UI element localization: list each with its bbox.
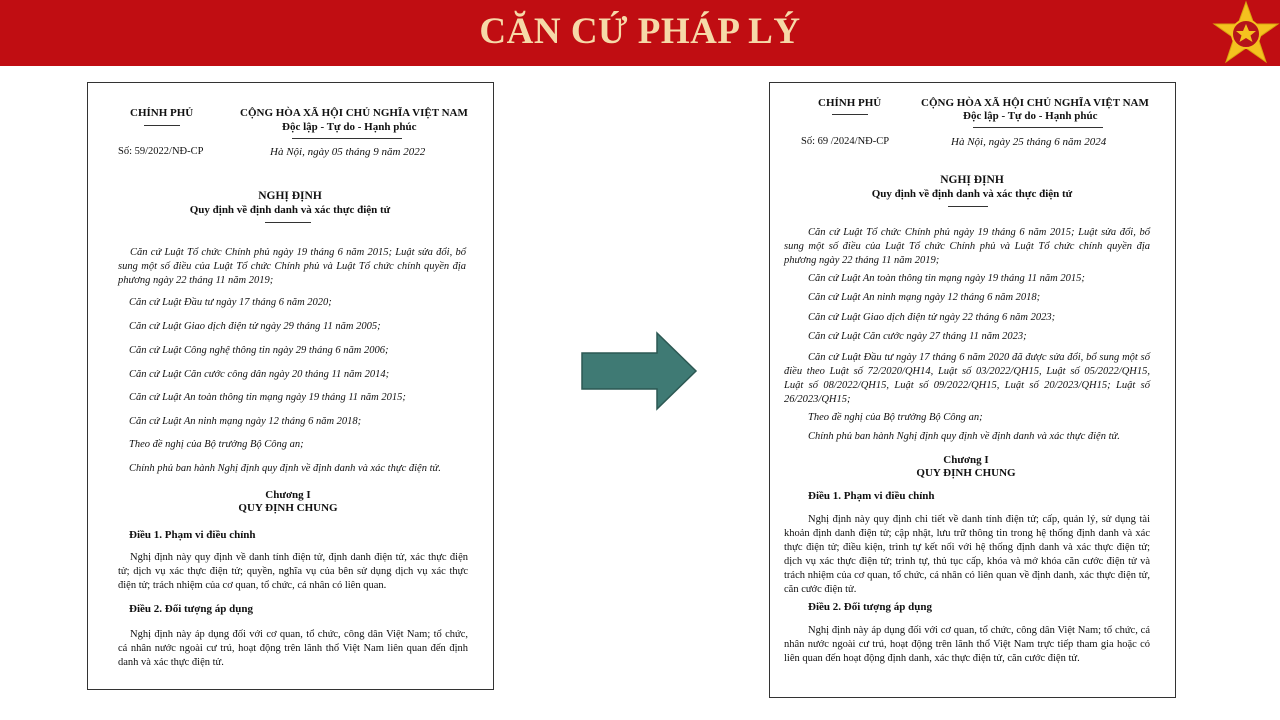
legal-basis-item: Căn cứ Luật An toàn thông tin mạng ngày 19 tháng 11 năm 2015; xyxy=(808,273,1085,284)
divider xyxy=(144,125,180,126)
article-2-title: Điều 2. Đối tượng áp dụng xyxy=(129,603,253,615)
motto: Độc lập - Tự do - Hạnh phúc xyxy=(963,110,1098,122)
legal-basis-item: Căn cứ Luật Tổ chức Chính phủ ngày 19 tháng 6 năm 2015; Luật sửa đổi, bổ sung một số điều của Luật Tổ chức Chính phủ và Luật Tổ chức chính quyền địa phương ngày 22 tháng 11 năm 2019; xyxy=(784,227,1150,266)
place-date: Hà Nội, ngày 05 tháng 9 năm 2022 xyxy=(270,146,426,158)
doc-type: NGHỊ ĐỊNH xyxy=(258,190,322,202)
legal-basis-item: Căn cứ Luật Căn cước công dân ngày 20 tháng 11 năm 2014; xyxy=(129,369,390,380)
legal-basis-item: Căn cứ Luật Giao dịch điện tử ngày 29 tháng 11 năm 2005; xyxy=(129,321,381,332)
legal-basis-item: Căn cứ Luật Giao dịch điện tử ngày 22 tháng 6 năm 2023; xyxy=(808,312,1056,323)
article-1-title: Điều 1. Phạm vi điều chỉnh xyxy=(808,490,935,502)
divider xyxy=(292,138,402,139)
place-date: Hà Nội, ngày 25 tháng 6 năm 2024 xyxy=(951,136,1107,148)
slide-title: CĂN CỨ PHÁP LÝ xyxy=(479,11,801,52)
legal-basis-item: Căn cứ Luật An toàn thông tin mạng ngày 19 tháng 11 năm 2015; xyxy=(129,392,406,403)
doc-title: Quy định về định danh và xác thực điện tử xyxy=(189,204,391,216)
article-1-text: Nghị định này quy định về danh tính điện tử, định danh điện tử, xác thực điện tử; dịch vụ xác thực điện tử; quyền, nghĩa vụ của bên sử dụng dịch vụ xác thực điện tử; trách nhiệm của cơ quan, tổ chức, cá nhân có liên quan. xyxy=(118,552,468,591)
doc-title: Quy định về định danh và xác thực điện tử xyxy=(871,188,1073,200)
document-number: Số: 59/2022/NĐ-CP xyxy=(118,146,204,157)
legal-basis-item: Căn cứ Luật Căn cước ngày 27 tháng 11 năm 2023; xyxy=(808,331,1027,342)
article-1-text: Nghị định này quy định chi tiết về danh tính điện tử; cấp, quản lý, sử dụng tài khoản định danh điện tử; cập nhật, lưu trữ thông tin trong hệ thống định danh và xác thực điện tử; điều kiện, trình tự kết nối với hệ thống định danh và xác thực điện tử; dịch vụ xác thực điện tử; trình tự, thủ tục cấp, khóa và mở khóa căn cước điện tử và trách nhiệm của cơ quan, tổ chức, cá nhân có liên quan về định danh, xác thực điện tử, căn cước điện tử. xyxy=(784,514,1150,595)
article-1-title: Điều 1. Phạm vi điều chỉnh xyxy=(129,529,256,541)
legal-basis-item: Căn cứ Luật Đầu tư ngày 17 tháng 6 năm 2020; xyxy=(129,297,332,308)
article-2-title: Điều 2. Đối tượng áp dụng xyxy=(808,601,932,613)
header-bar xyxy=(0,0,1280,66)
nation-heading: CỘNG HÒA XÃ HỘI CHỦ NGHĨA VIỆT NAM xyxy=(921,97,1149,109)
arrow-right-icon xyxy=(580,331,698,411)
legal-basis-item: Căn cứ Luật Đầu tư ngày 17 tháng 6 năm 2020 đã được sửa đổi, bổ sung một số điều theo Luật số 72/2020/QH14, Luật số 03/2022/QH15, Luật số 05/2022/QH15, Luật số 08/2022/QH15, Luật số 09/2022/QH15, Luật số 20/2023/QH15; Luật số 26/2023/QH15; xyxy=(784,352,1150,405)
chapter-number: Chương I xyxy=(943,454,989,466)
legal-basis-item: Theo đề nghị của Bộ trưởng Bộ Công an; xyxy=(808,412,983,423)
police-emblem-icon xyxy=(1212,0,1280,68)
divider xyxy=(265,222,311,223)
legal-basis-item: Theo đề nghị của Bộ trưởng Bộ Công an; xyxy=(129,439,304,450)
divider xyxy=(832,114,868,115)
document-number: Số: 69 /2024/NĐ-CP xyxy=(801,136,890,147)
chapter-title: QUY ĐỊNH CHUNG xyxy=(238,502,338,514)
document-decree-69-2024 xyxy=(769,82,1176,698)
chapter-number: Chương I xyxy=(265,489,311,501)
legal-basis-item: Căn cứ Luật An ninh mạng ngày 12 tháng 6 năm 2018; xyxy=(808,292,1041,303)
document-decree-59-2022 xyxy=(87,82,494,690)
agency: CHÍNH PHỦ xyxy=(818,97,882,109)
agency: CHÍNH PHỦ xyxy=(130,107,194,119)
divider xyxy=(973,127,1103,128)
legal-basis-item: Căn cứ Luật An ninh mạng ngày 12 tháng 6 năm 2018; xyxy=(129,416,362,427)
article-2-text: Nghị định này áp dụng đối với cơ quan, tổ chức, công dân Việt Nam; tổ chức, cá nhân nước ngoài cư trú, hoạt động trên lãnh thổ Việt Nam liên quan đến định danh và xác thực điện tử. xyxy=(118,629,468,668)
chapter-title: QUY ĐỊNH CHUNG xyxy=(916,467,1016,479)
legal-basis-item: Chính phủ ban hành Nghị định quy định về định danh và xác thực điện tử. xyxy=(808,431,1120,442)
article-2-text: Nghị định này áp dụng đối với cơ quan, tổ chức, công dân Việt Nam; tổ chức, cá nhân nước ngoài cư trú, hoạt động trên lãnh thổ Việt Nam trực tiếp tham gia hoặc có liên quan đến hoạt động định danh, xác thực điện tử, căn cước điện tử. xyxy=(784,625,1150,664)
motto: Độc lập - Tự do - Hạnh phúc xyxy=(282,121,417,133)
nation-heading: CỘNG HÒA XÃ HỘI CHỦ NGHĨA VIỆT NAM xyxy=(240,107,468,119)
legal-basis-item: Căn cứ Luật Tổ chức Chính phủ ngày 19 tháng 6 năm 2015; Luật sửa đổi, bổ sung một số điều của Luật Tổ chức Chính phủ và Luật Tổ chức chính quyền địa phương ngày 22 tháng 11 năm 2019; xyxy=(118,247,466,286)
legal-basis-item: Chính phủ ban hành Nghị định quy định về định danh và xác thực điện tử. xyxy=(129,463,441,474)
legal-basis-item: Căn cứ Luật Công nghệ thông tin ngày 29 tháng 6 năm 2006; xyxy=(129,345,389,356)
divider xyxy=(948,206,988,207)
doc-type: NGHỊ ĐỊNH xyxy=(940,174,1004,186)
